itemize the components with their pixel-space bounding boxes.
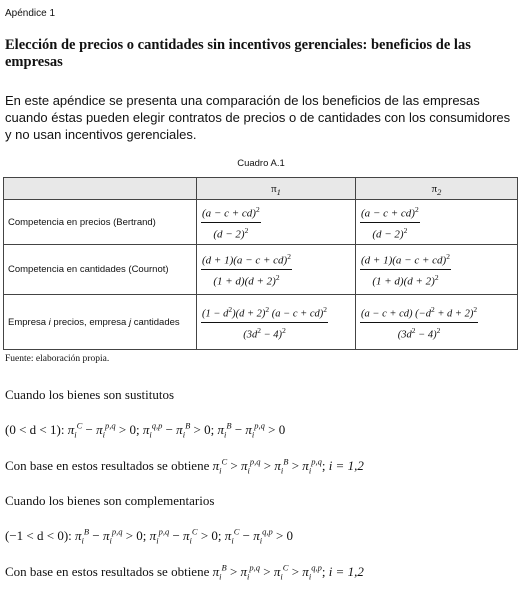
row-label: Competencia en cantidades (Cournot): [4, 245, 197, 295]
header-pi1: $\pi_1$: [197, 178, 356, 200]
header-pi2: $\pi_2$: [356, 178, 518, 200]
section-heading: Elección de precios o cantidades sin incentivos gerenciales: beneficios de las empresas: [5, 37, 471, 70]
table-row: [4, 200, 518, 245]
complements-heading: Cuando los bienes son complementarios: [5, 493, 215, 508]
substitutes-inequalities: (0 < d < 1): $\pi_i^C - \pi_i^{p,q} > 0$; $\pi_i^{q,p} - \pi_i^B > 0$; $\pi_i^B - \pi_i^{p,q} > 0$: [5, 420, 286, 440]
substitutes-result: Con base en estos resultados se obtiene $\pi_i^C > \pi_i^{p,q} > \pi_i^B > \pi_i^{p,q}$; i = 1,2: [5, 456, 364, 476]
complements-inequalities: (−1 < d < 0): $\pi_i^B - \pi_i^{p,q} > 0$; $\pi_i^{p,q} - \pi_i^C > 0$; $\pi_i^C - \pi_i^{q,p} > 0$: [5, 526, 294, 546]
substitutes-heading: Cuando los bienes son sustitutos: [5, 387, 175, 402]
profits-table: [3, 177, 518, 350]
table-row: [4, 295, 518, 350]
profit-formula-pi1: $\frac{(1 - d^2)(d + 2)^2 (a - c + cd)^2}{(3d^2 - 4)^2}$: [197, 295, 356, 350]
profit-formula-pi1: $\frac{(d + 1)(a - c + cd)^2}{(1 + d)(d + 2)^2}$: [197, 245, 356, 295]
table-row: [4, 245, 518, 295]
row-label: Empresa i precios, empresa j cantidades: [4, 295, 197, 350]
intro-paragraph: En este apéndice se presenta una comparación de los beneficios de las empresas cuando éstas pueden elegir contratos de precios o de cantidades con los consumidores y no usan incentivos gerenciales.: [5, 93, 511, 142]
complements-result: Con base en estos resultados se obtiene $\pi_i^B > \pi_i^{p,q} > \pi_i^C > \pi_i^{q,p}$; i = 1,2: [5, 562, 364, 582]
row-label: Competencia en precios (Bertrand): [4, 200, 197, 245]
profit-formula-pi2: $\frac{(a - c + cd) (-d^2 + d + 2)^2}{(3d^2 - 4)^2}$: [356, 295, 518, 350]
header-blank-cell: [4, 178, 197, 200]
table-caption: Cuadro A.1: [237, 158, 285, 169]
profit-formula-pi2: $\frac{(d + 1)(a - c + cd)^2}{(1 + d)(d + 2)^2}$: [356, 245, 518, 295]
profit-formula-pi2: $\frac{(a - c + cd)^2}{(d - 2)^2}$: [356, 200, 518, 245]
table-header-row: [4, 178, 518, 200]
appendix-label: Apéndice 1: [5, 8, 56, 19]
source-note: Fuente: elaboración propia.: [5, 354, 110, 364]
profit-formula-pi1: $\frac{(a - c + cd)^2}{(d - 2)^2}$: [197, 200, 356, 245]
